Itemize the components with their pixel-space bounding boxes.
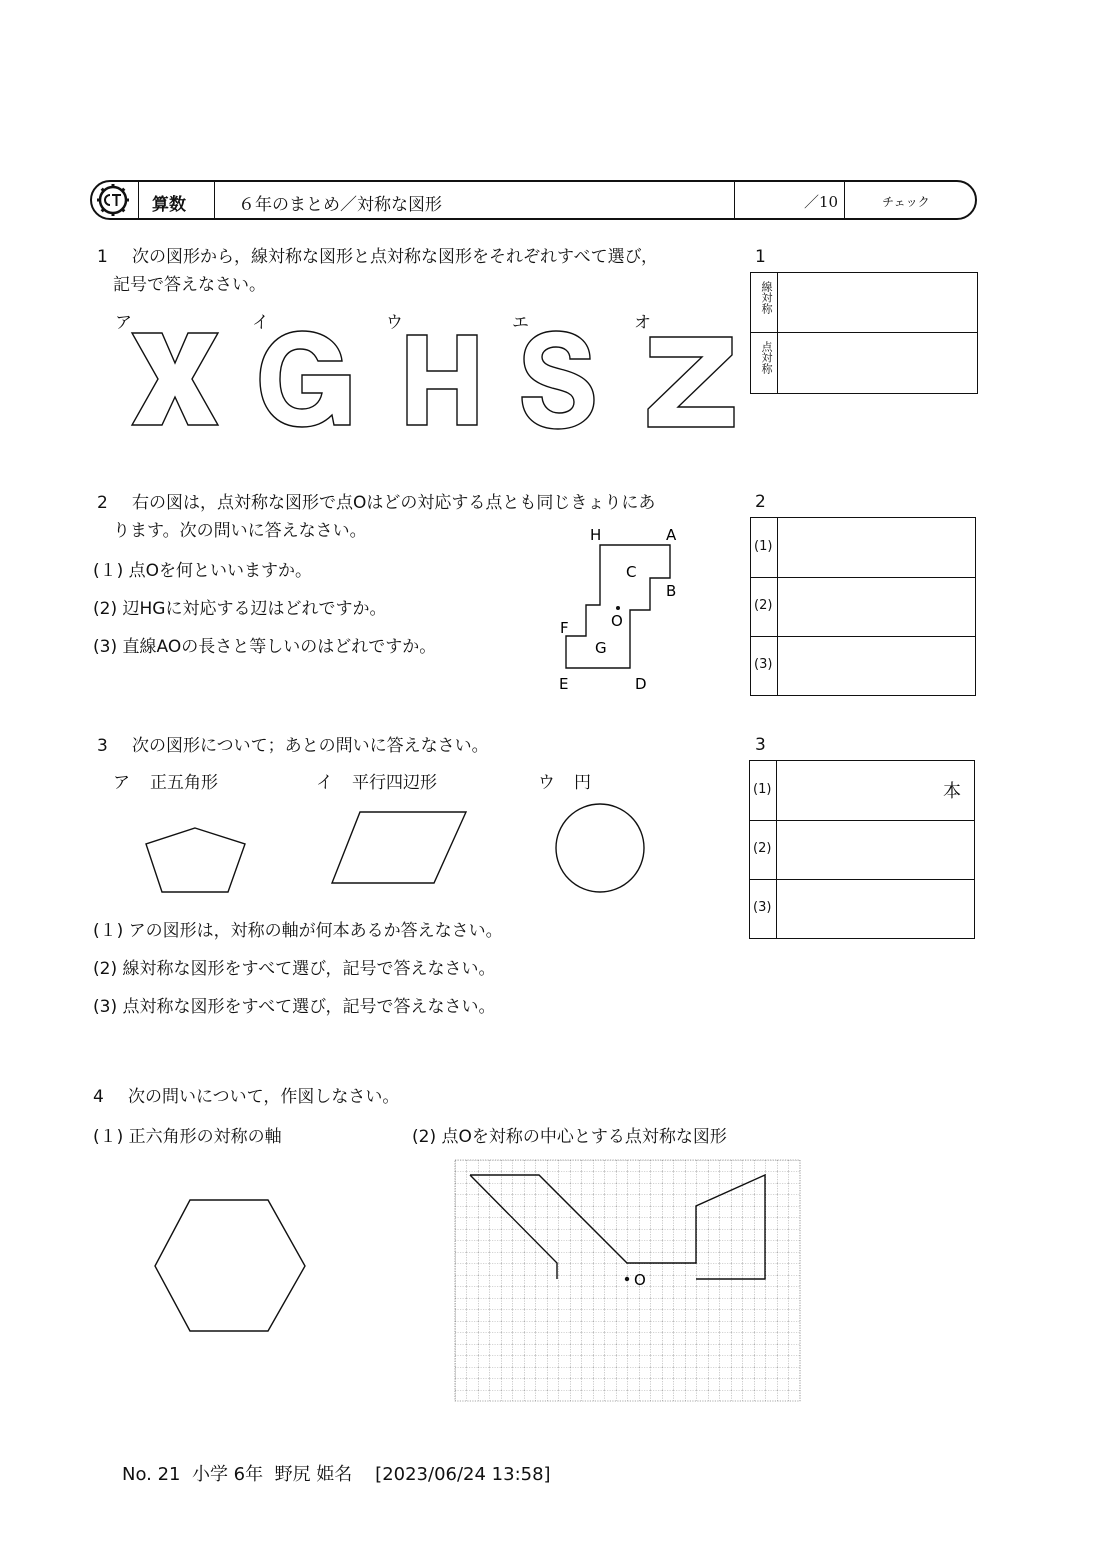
answer2-field-2[interactable] [779, 579, 972, 634]
q1-text-line2: 記号で答えなさい。 [113, 275, 266, 295]
letter-z-shape [648, 337, 734, 427]
q2-number: 2 [97, 493, 108, 513]
answer3-label-1: (1) [753, 782, 772, 797]
q1-label-a: ア [115, 313, 132, 333]
q3-shape-i-name: 平行四辺形 [352, 773, 437, 793]
q4-sub2: (2) 点Oを対称の中心とする点対称な図形 [412, 1127, 727, 1147]
header-bar [90, 180, 977, 220]
fig-label-f: F [560, 619, 569, 637]
check-label: チェック [882, 195, 930, 209]
answer1-box [750, 272, 978, 394]
footer-info: No. 21 小学 6年 野尻 姫名 [2023/06/24 13:58] [122, 1464, 551, 1485]
q3-shape-u-name: 円 [574, 773, 591, 793]
gear-logo-icon [96, 183, 130, 217]
grid-point-o-label: O [634, 1271, 646, 1289]
answer2-field-3[interactable] [779, 638, 972, 693]
fig-label-e: E [559, 675, 569, 693]
q3-shape-a-name: 正五角形 [150, 773, 218, 793]
fig-label-d: D [635, 675, 647, 693]
q1-number: 1 [97, 247, 108, 267]
q1-label-i: イ [252, 313, 269, 333]
q2-item-1: (１) 点Oを何といいますか。 [93, 561, 313, 581]
answer1-label-point: 点対称 [760, 341, 773, 374]
q3-shape-i-mark: イ [316, 773, 333, 793]
answer3-box [749, 760, 975, 939]
parallelogram-shape [332, 812, 466, 883]
score-label: ／10 [804, 193, 839, 211]
q3-intro: 次の図形について；あとの問いに答えなさい。 [132, 736, 489, 756]
page-title: ６年のまとめ／対称な図形 [238, 195, 442, 215]
answer3-number: 3 [755, 735, 766, 755]
q3-shapes-figure [130, 800, 660, 910]
letter-h-shape [407, 335, 477, 425]
fig-label-a: A [666, 526, 677, 544]
letter-x-shape [132, 333, 218, 425]
q3-shape-u-mark: ウ [538, 773, 555, 793]
q3-item-3: (3) 点対称な図形をすべて選び，記号で答えなさい。 [93, 997, 496, 1017]
letter-s-shape [522, 331, 594, 429]
q3-shape-a-mark: ア [113, 773, 130, 793]
answer2-label-1: (1) [754, 539, 773, 554]
q3-number: 3 [97, 736, 108, 756]
q2-item-2: (2) 辺HGに対応する辺はどれですか。 [93, 599, 387, 619]
answer2-number: 2 [755, 492, 766, 512]
answer2-box [750, 517, 976, 696]
q4-sub1: (１) 正六角形の対称の軸 [93, 1127, 282, 1147]
q2-text-line2: ります。次の問いに答えなさい。 [113, 521, 367, 541]
answer3-unit: 本 [943, 781, 961, 802]
answer2-field-1[interactable] [779, 520, 972, 575]
answer2-label-3: (3) [754, 657, 773, 672]
answer1-point-field[interactable] [779, 335, 974, 390]
answer3-field-3[interactable] [778, 881, 971, 936]
q1-label-o: オ [634, 313, 651, 333]
q4-intro: 次の問いについて，作図しなさい。 [128, 1087, 400, 1107]
q3-item-1: (１) アの図形は，対称の軸が何本あるか答えなさい。 [93, 921, 503, 941]
q4-number: 4 [93, 1087, 104, 1107]
fig-label-c: C [626, 563, 637, 581]
regular-pentagon-shape [146, 828, 245, 892]
q1-text-line1: 次の図形から，線対称な図形と点対称な図形をそれぞれすべて選び， [132, 247, 658, 267]
circle-shape [556, 804, 644, 892]
q2-text-line1: 右の図は，点対称な図形で点Oはどの対応する点とも同じきょりにあ [132, 493, 656, 513]
answer3-field-2[interactable] [778, 822, 971, 877]
subject-label: 算数 [152, 195, 186, 215]
fig-label-h: H [590, 526, 602, 544]
q1-label-u: ウ [386, 313, 403, 333]
q2-item-3: (3) 直線AOの長さと等しいのはどれですか。 [93, 637, 437, 657]
answer3-label-2: (2) [753, 841, 772, 856]
q1-outline-letters [120, 325, 740, 435]
q4-regular-hexagon [150, 1195, 310, 1337]
answer3-field-1[interactable] [778, 763, 938, 818]
fig-label-o: O [611, 612, 623, 630]
fig-label-g: G [595, 639, 607, 657]
answer1-label-line: 線対称 [760, 281, 773, 314]
q4-grid-figure [450, 1155, 802, 1405]
q1-label-e: エ [512, 313, 529, 333]
fig-label-b: B [666, 582, 677, 600]
answer2-label-2: (2) [754, 598, 773, 613]
answer3-label-3: (3) [753, 900, 772, 915]
letter-g-shape [260, 331, 350, 427]
q2-point-symmetric-figure [550, 520, 700, 700]
answer1-number: 1 [755, 247, 766, 267]
q3-item-2: (2) 線対称な図形をすべて選び，記号で答えなさい。 [93, 959, 496, 979]
answer1-line-field[interactable] [779, 275, 974, 330]
